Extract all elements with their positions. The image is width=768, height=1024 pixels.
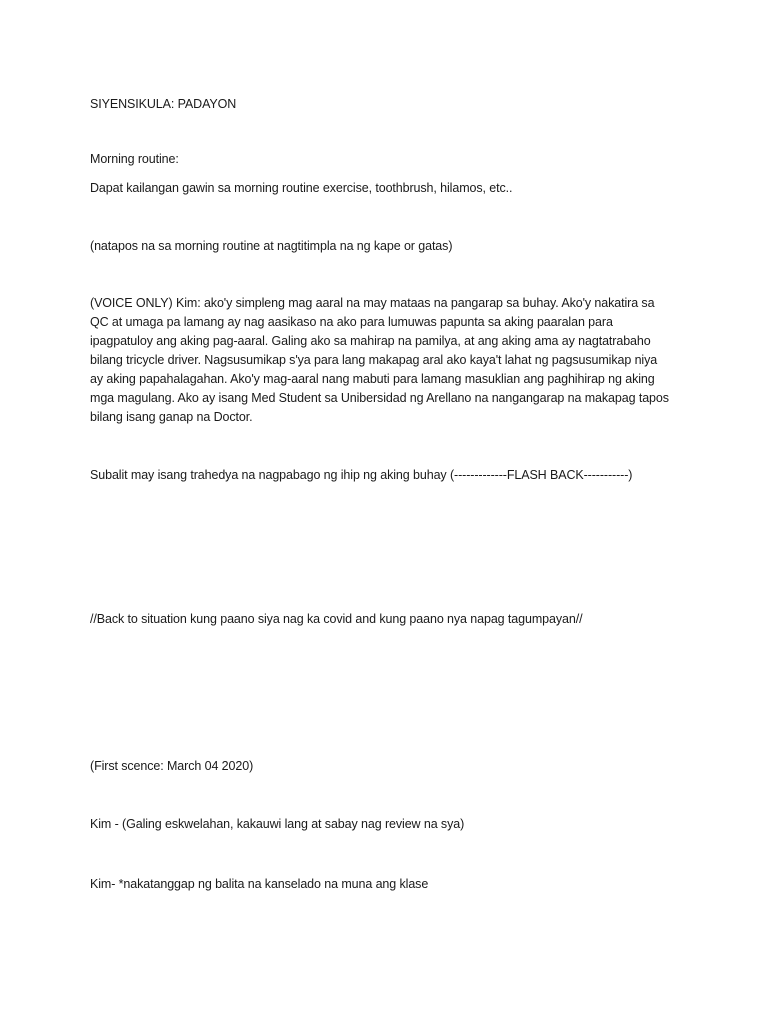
- morning-routine-heading: Morning routine:: [90, 152, 179, 166]
- voice-only-paragraph: [90, 294, 690, 427]
- paragraph-line: ay aking papahalagahan. Ako'y mag-aaral nang mabuti para lamang masuklian ang paghihirap ng aking: [90, 372, 655, 386]
- after-routine-text: (natapos na sa morning routine at nagtitimpla na ng kape or gatas): [90, 239, 453, 253]
- paragraph-line: (VOICE ONLY) Kim: ako'y simpleng mag aaral na may mataas na pangarap sa buhay. Ako'y nakatira sa: [90, 296, 655, 310]
- paragraph-line: ipagpatuloy ang aking pag-aaral. Galing ako sa mahirap na pamilya, at ang aking ama ay nagtatrabaho: [90, 334, 651, 348]
- kim-line-1: Kim - (Galing eskwelahan, kakauwi lang at sabay nag review na sya): [90, 817, 465, 831]
- morning-routine-text: Dapat kailangan gawin sa morning routine exercise, toothbrush, hilamos, etc..: [90, 181, 513, 195]
- tragedy-flashback-line: Subalit may isang trahedya na nagpabago ng ihip ng aking buhay (-------------FLASH BACK-----------): [90, 468, 633, 482]
- paragraph-line: bilang tricycle driver. Nagsusumikap s'ya para lang makapag aral ako kaya't lahat ng pagsusumikap niya: [90, 353, 658, 367]
- document-title: SIYENSIKULA: PADAYON: [90, 97, 237, 111]
- paragraph-line: mga magulang. Ako ay isang Med Student sa Unibersidad ng Arellano na nangangarap na makapag tapos: [90, 391, 669, 405]
- back-to-situation-line: //Back to situation kung paano siya nag ka covid and kung paano nya napag tagumpayan//: [90, 612, 583, 626]
- kim-line-2: Kim- *nakatanggap ng balita na kanselado na muna ang klase: [90, 877, 429, 891]
- paragraph-line: QC at umaga pa lamang ay nag aasikaso na ako para lumuwas papunta sa aking paaralan para: [90, 315, 613, 329]
- paragraph-line: bilang isang ganap na Doctor.: [90, 410, 253, 424]
- first-scene-line: (First scence: March 04 2020): [90, 759, 254, 773]
